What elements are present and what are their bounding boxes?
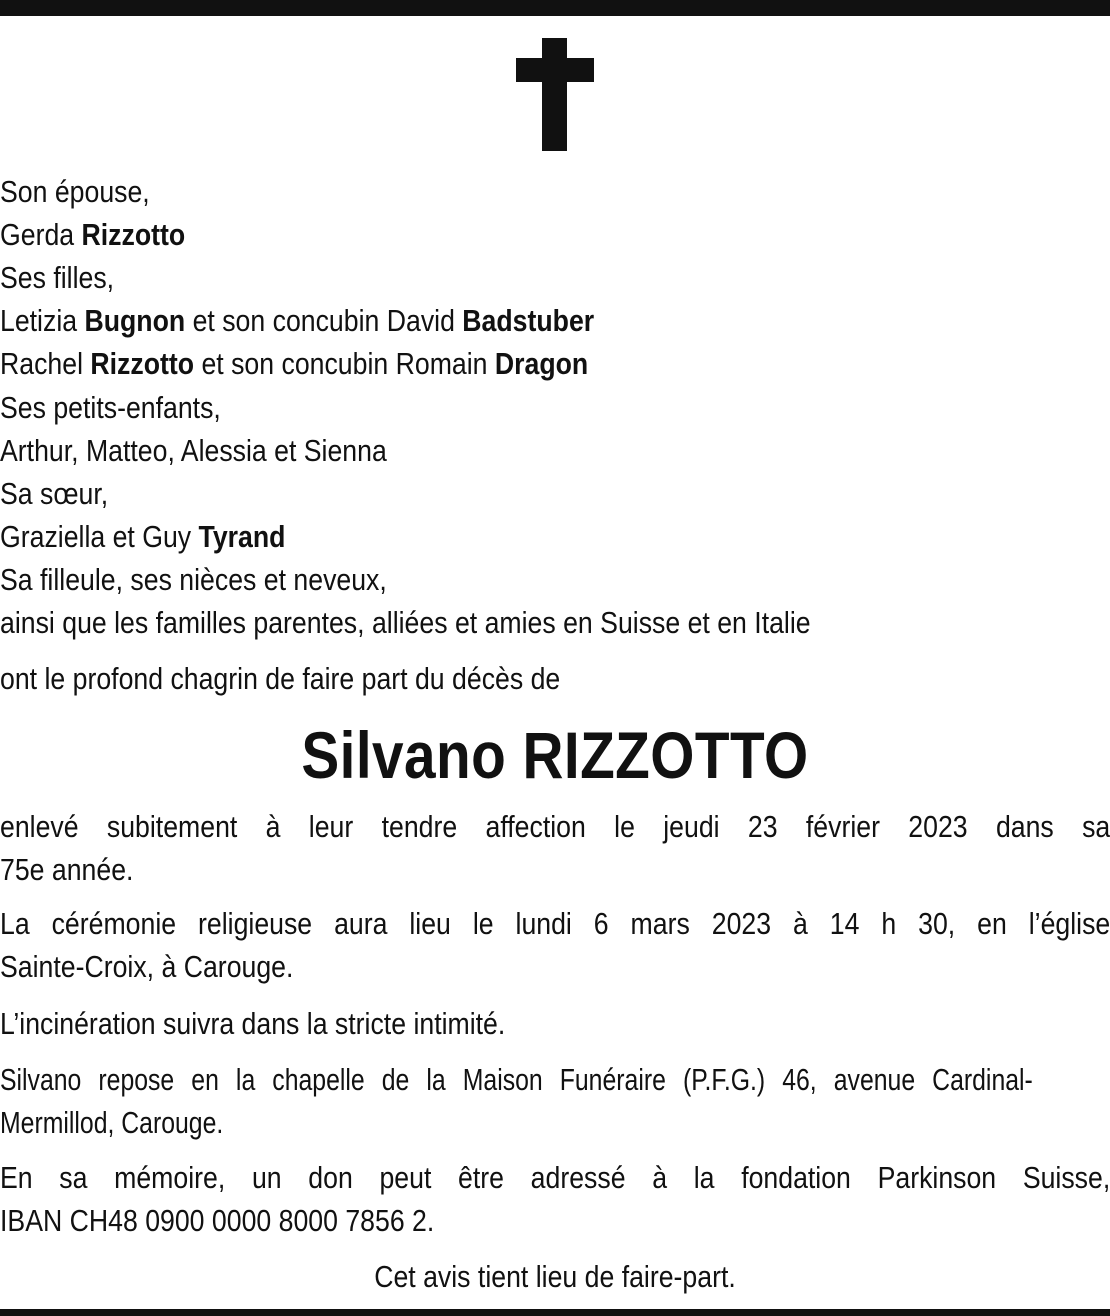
family-line: Gerda Rizzotto <box>0 217 186 252</box>
incineration-paragraph: L’incinération suivra dans la stricte intimité. <box>0 1006 506 1041</box>
family-line: Son épouse, <box>0 174 150 209</box>
deceased-name: Silvano RIZZOTTO <box>301 718 809 792</box>
family-line: Letizia Bugnon et son concubin David Badstuber <box>0 303 595 338</box>
repose-paragraph: Silvano repose en la chapelle de la Maison Funéraire (P.F.G.) 46, avenue Cardinal- Mermillod, Carouge. <box>0 1062 1033 1140</box>
family-line: Arthur, Matteo, Alessia et Sienna <box>0 433 387 468</box>
cross-icon <box>516 38 594 151</box>
family-line: Sa sœur, <box>0 476 109 511</box>
bottom-rule <box>0 1309 1110 1316</box>
family-line: ainsi que les familles parentes, alliées et amies en Suisse et en Italie <box>0 605 811 640</box>
donation-paragraph: En sa mémoire, un don peut être adressé à la fondation Parkinson Suisse, IBAN CH48 0900 0000 8000 7856 2. <box>0 1160 1110 1238</box>
announce-text: ont le profond chagrin de faire part du décès de <box>0 661 561 696</box>
family-line: Graziella et Guy Tyrand <box>0 519 286 554</box>
footer-note: Cet avis tient lieu de faire-part. <box>374 1259 736 1294</box>
family-line: Ses filles, <box>0 260 115 295</box>
family-line: Sa filleule, ses nièces et neveux, <box>0 562 387 597</box>
top-rule <box>0 0 1110 16</box>
family-line: Rachel Rizzotto et son concubin Romain Dragon <box>0 346 589 381</box>
ceremony-paragraph: La cérémonie religieuse aura lieu le lundi 6 mars 2023 à 14 h 30, en l’église Sainte-Croix, à Carouge. <box>0 906 1110 984</box>
death-paragraph: enlevé subitement à leur tendre affection le jeudi 23 février 2023 dans sa 75e année. <box>0 809 1110 887</box>
family-line: Ses petits-enfants, <box>0 390 221 425</box>
